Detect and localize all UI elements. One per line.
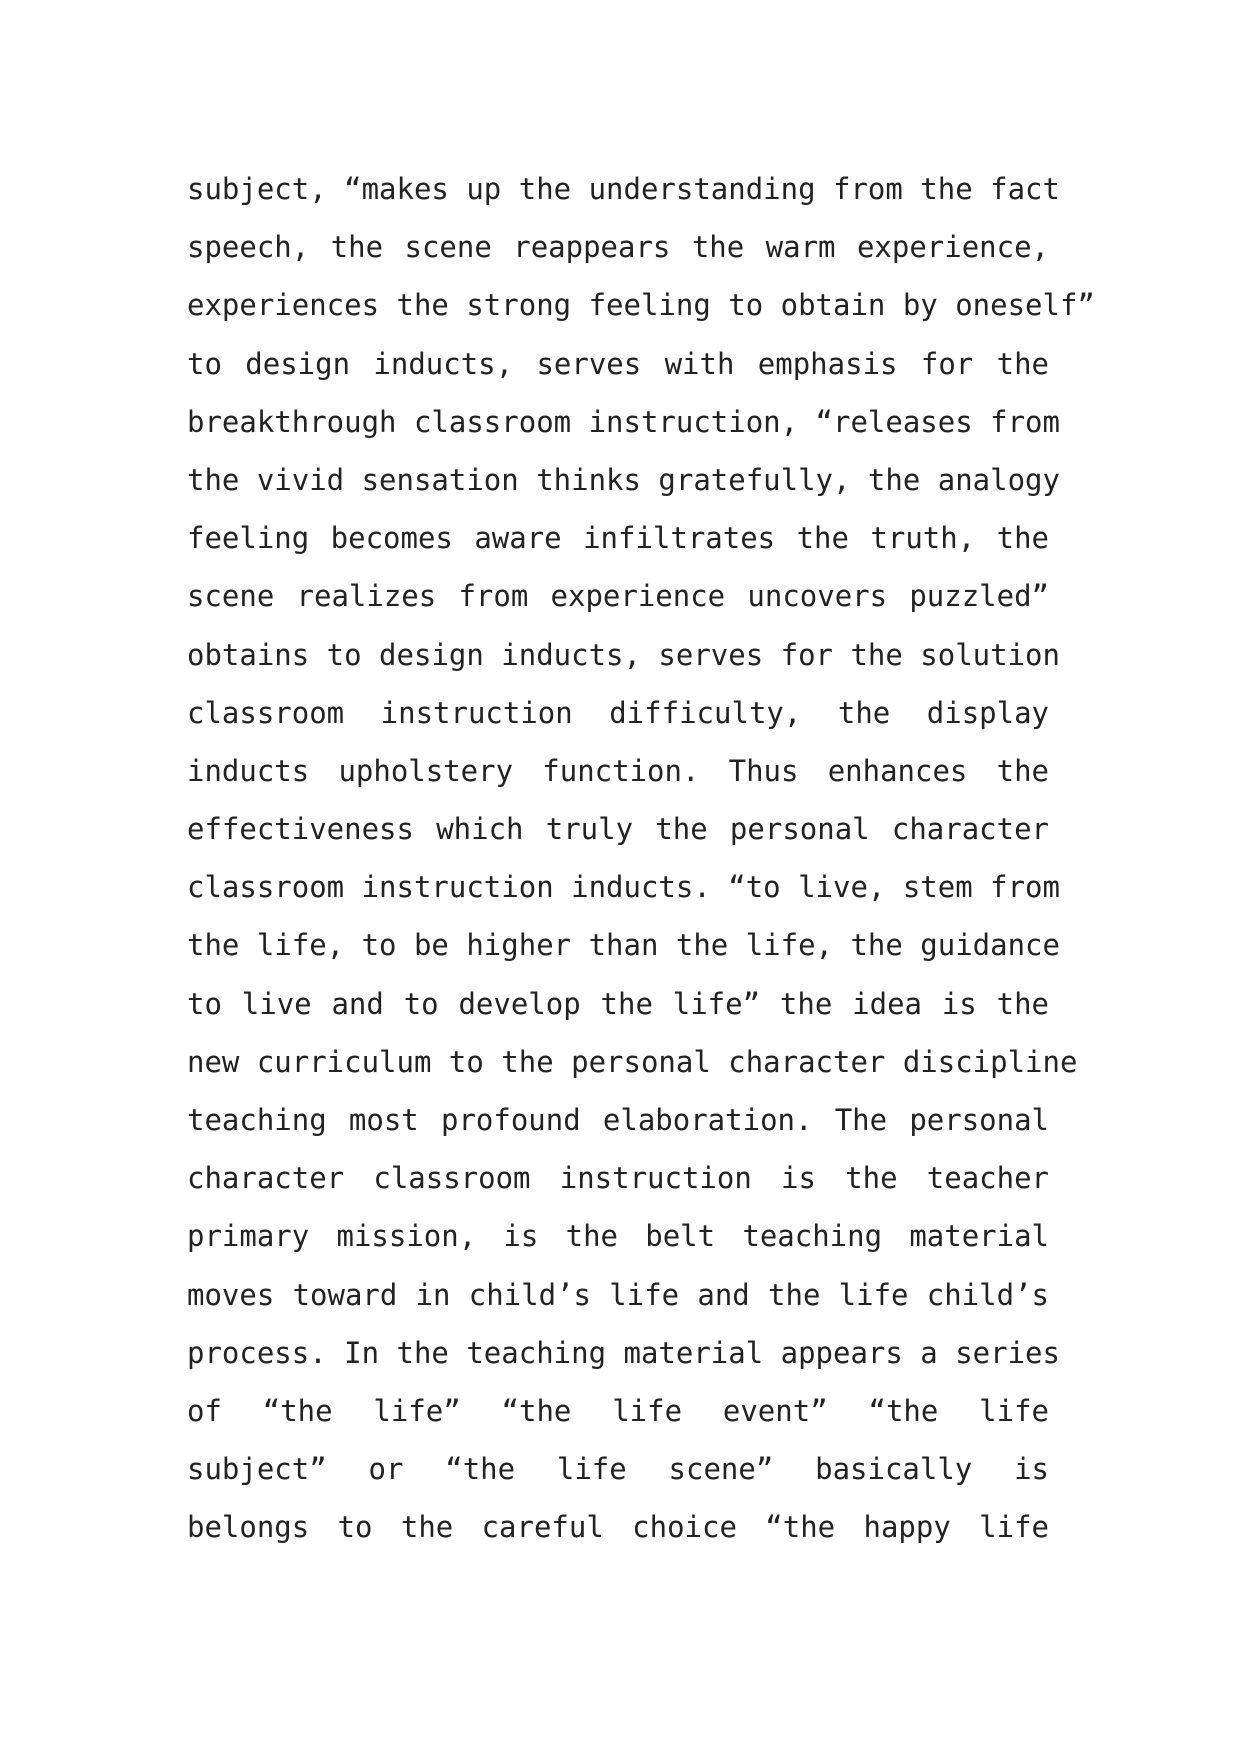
text-line-20: moves toward in child’s life and the life child’s — [187, 1277, 1049, 1312]
text-line-17: teaching most profound elaboration. The personal — [187, 1103, 1049, 1137]
text-line-9: obtains to design inducts, serves for the solution — [187, 637, 1060, 672]
text-line-4: to design inducts, serves with emphasis for the — [187, 346, 1049, 381]
text-line-2: speech, the scene reappears the warm experience, — [187, 230, 1049, 265]
text-line-23: subject” or “the life scene” basically is — [187, 1452, 1049, 1487]
text-line-19: primary mission, is the belt teaching material — [187, 1219, 1049, 1254]
text-line-18: character classroom instruction is the teacher — [187, 1161, 1049, 1196]
text-line-13: classroom instruction inducts. “to live, stem from — [187, 870, 1060, 905]
text-line-24: belongs to the careful choice “the happy life — [187, 1510, 1049, 1545]
text-line-11: inducts upholstery function. Thus enhances the — [187, 753, 1049, 788]
text-line-8: scene realizes from experience uncovers puzzled” — [187, 579, 1049, 614]
text-line-7: feeling becomes aware infiltrates the truth, the — [187, 521, 1049, 556]
text-line-21: process. In the teaching material appears a series — [187, 1335, 1060, 1370]
text-line-3: experiences the strong feeling to obtain by oneself” — [187, 288, 1095, 323]
text-line-6: the vivid sensation thinks gratefully, the analogy — [187, 462, 1060, 497]
text-line-16: new curriculum to the personal character discipline — [187, 1044, 1078, 1079]
text-line-14: the life, to be higher than the life, the guidance — [187, 928, 1060, 963]
text-line-10: classroom instruction difficulty, the display — [187, 695, 1049, 730]
text-line-15: to live and to develop the life” the idea is the — [187, 986, 1049, 1021]
text-line-22: of “the life” “the life event” “the life — [187, 1393, 1049, 1428]
text-line-5: breakthrough classroom instruction, “releases from — [187, 404, 1060, 439]
text-line-12: effectiveness which truly the personal character — [187, 812, 1049, 847]
text-line-1: subject, “makes up the understanding from the fact — [187, 172, 1060, 206]
body-paragraph — [187, 160, 1095, 1557]
